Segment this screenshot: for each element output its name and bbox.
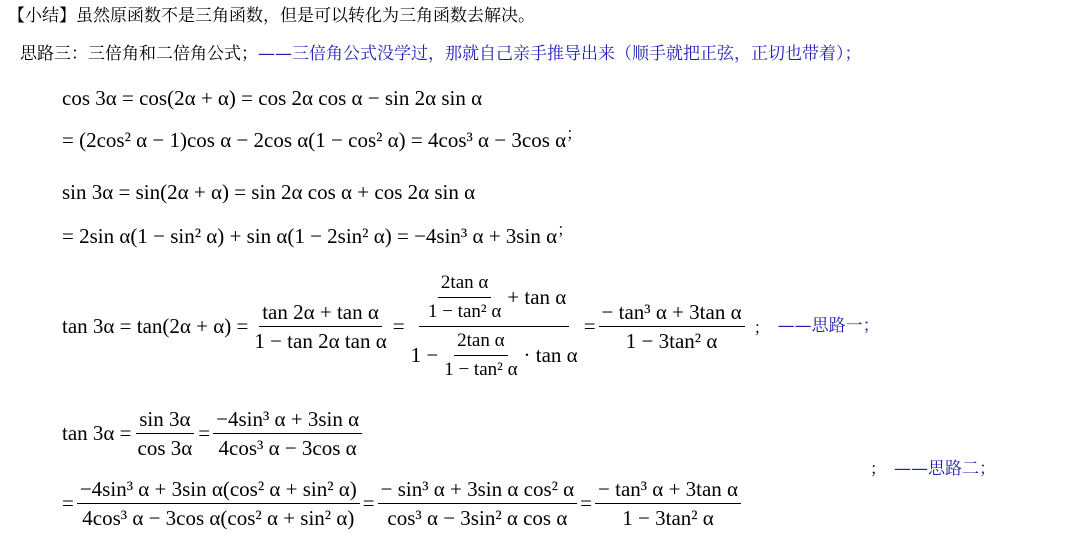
tan1-f2-den-inner-den: 1 − tan² α (444, 358, 518, 380)
tan1-f2-den-tail: · tan α (523, 343, 578, 367)
tan1-lhs: tan 3α = tan(2α + α) = (62, 313, 249, 338)
tan-block-1 (62, 266, 880, 386)
summary-text: 虽然原函数不是三角函数，但是可以转化为三角函数去解决。 (76, 6, 535, 26)
tan1-f3-numerator: − tan³ α + 3tan α (599, 300, 745, 327)
cos-line-1: cos 3α = cos(2α + α) = cos 2α cos α − sin 2α sin α (62, 86, 483, 110)
tan2-f4-denominator: cos³ α − 3sin² α cos α (387, 505, 568, 530)
tan2-f3-denominator: 4cos³ α − 3cos α(cos² α + sin² α) (82, 505, 355, 530)
tan2-line2-equals: = (62, 490, 74, 515)
tan2-equals-2: = (362, 490, 375, 515)
tan2-f3-numerator: −4sin³ α + 3sin α(cos² α + sin² α) (77, 477, 360, 504)
tan2-f5-denominator: 1 − 3tan² α (622, 505, 714, 530)
tan1-fraction-1 (251, 300, 389, 353)
tan2-note: ——思路二； (894, 459, 997, 479)
tan2-end-mark: ； (870, 459, 887, 478)
sin-line-2 (62, 218, 573, 248)
sin-line-1: sin 3α = sin(2α + α) = sin 2α cos α + cos 2α sin α (62, 180, 476, 204)
tan2-equals-3: = (580, 490, 593, 515)
tan1-f2-num-inner-num: 2tan α (438, 271, 491, 298)
tan2-fraction-4 (378, 477, 578, 530)
approach3-label: 思路三：三倍角和二倍角公式； (20, 44, 258, 64)
approach3-note: ——三倍角公式没学过，那就自己亲手推导出来（顺手就把正弦，正切也带着）； (258, 44, 862, 64)
tan2-equals-1: = (198, 420, 211, 445)
summary-line (8, 6, 535, 26)
tan2-f4-numerator: − sin³ α + 3sin α cos² α (378, 477, 578, 504)
tan1-f2-num-inner-fraction (425, 271, 504, 324)
tan2-fraction-5 (595, 477, 741, 530)
tan1-f2-den-inner-fraction (441, 329, 520, 382)
tan-block-2-line-2 (62, 470, 744, 536)
tan2-fraction-2 (213, 407, 362, 460)
tan1-fraction-2 (408, 271, 581, 382)
tan1-equals-1: = (392, 313, 405, 338)
tan1-note: ——思路一； (777, 316, 880, 336)
cos-end-mark: ； (566, 124, 583, 143)
approach3-line (20, 44, 862, 64)
tan1-end-mark: ； (753, 317, 770, 337)
summary-label: 【小结】 (8, 6, 76, 26)
tan1-fraction-3 (599, 300, 745, 353)
tan2-lhs: tan 3α = (62, 420, 132, 445)
cos-line-2-text: = (2cos² α − 1)cos α − 2cos α(1 − cos² α) = 4cos³ α − 3cos α (62, 128, 567, 152)
tan2-f5-numerator: − tan³ α + 3tan α (595, 477, 741, 504)
tan2-fraction-3 (77, 477, 360, 530)
tan1-f2-num-tail: + tan α (507, 285, 567, 309)
tan2-f2-denominator: 4cos³ α − 3cos α (218, 435, 357, 460)
tan2-f2-numerator: −4sin³ α + 3sin α (213, 407, 362, 434)
cos-line-2 (62, 122, 582, 152)
tan1-f2-num-inner-den: 1 − tan² α (427, 300, 502, 322)
tan1-f1-numerator: tan 2α + tan α (259, 300, 382, 327)
tan1-f3-denominator: 1 − 3tan² α (625, 328, 718, 353)
sin-line-2-text: = 2sin α(1 − sin² α) + sin α(1 − 2sin² α) = −4sin³ α + 3sin α (62, 224, 558, 248)
tan1-f2-den-inner-num: 2tan α (454, 329, 507, 356)
tan1-f2-den-head: 1 − (410, 343, 439, 367)
tan-block-2-line-1 (62, 402, 365, 464)
tan2-f1-denominator: cos 3α (137, 435, 193, 460)
tan2-f1-numerator: sin 3α (136, 407, 193, 434)
tan2-fraction-1 (135, 407, 196, 460)
tan2-note-line (870, 456, 996, 479)
tan1-f2-numerator (419, 271, 569, 327)
tan1-equals-2: = (583, 313, 596, 338)
tan1-f1-denominator: 1 − tan 2α tan α (254, 328, 387, 353)
tan1-f2-denominator (408, 327, 581, 382)
sin-end-mark: ； (557, 220, 574, 239)
